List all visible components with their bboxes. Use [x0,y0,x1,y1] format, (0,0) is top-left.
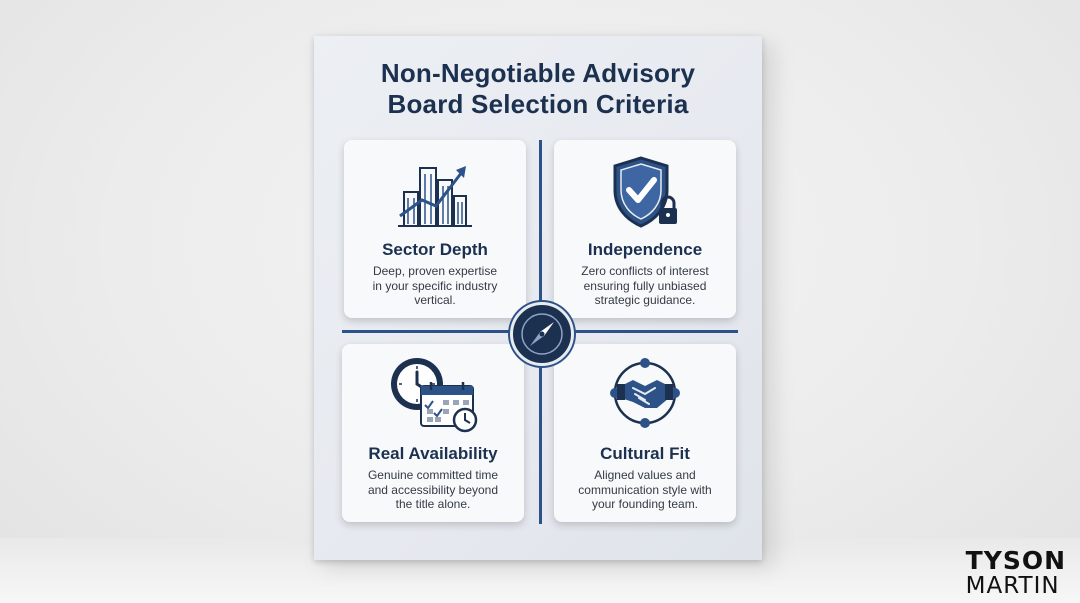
desc-line: Deep, proven expertise [372,264,498,278]
buildings-growth-icon [396,154,474,235]
brand-line-1: TYSON [965,546,1066,575]
poster-title [314,58,762,120]
card-description [562,264,728,308]
brand-logo [966,548,1066,598]
card-real-availability [342,344,524,522]
brand-line-2: MARTIN [965,573,1060,599]
card-independence [554,140,736,318]
desc-line: vertical. [414,293,456,307]
card-heading: Real Availability [368,444,498,463]
card-heading: Sector Depth [382,240,488,259]
card-description [350,468,516,512]
desc-line: the title alone. [395,497,471,511]
card-description [352,264,518,308]
shield-check-lock-icon [609,154,681,235]
desc-line: strategic guidance. [594,293,696,307]
desc-line: and accessibility beyond [367,482,499,497]
poster [314,36,762,560]
desc-line: your founding team. [591,497,699,511]
desc-line: communication style with [578,482,712,497]
handshake-network-icon [605,354,685,437]
card-sector-depth [344,140,526,318]
card-heading: Independence [587,240,703,259]
clock-calendar-icon [387,354,479,439]
title-line-2: Board Selection Criteria [387,89,689,119]
card-description [562,468,728,512]
desc-line: ensuring fully unbiased [583,278,707,293]
desc-line: Aligned values and [594,468,696,482]
desc-line: in your specific industry [372,278,498,293]
compass-icon [510,302,574,366]
card-heading: Cultural Fit [600,444,690,463]
desc-line: Zero conflicts of interest [581,264,709,278]
desc-line: Genuine committed time [367,468,499,482]
card-cultural-fit [554,344,736,522]
title-line-1: Non-Negotiable Advisory [380,58,696,88]
